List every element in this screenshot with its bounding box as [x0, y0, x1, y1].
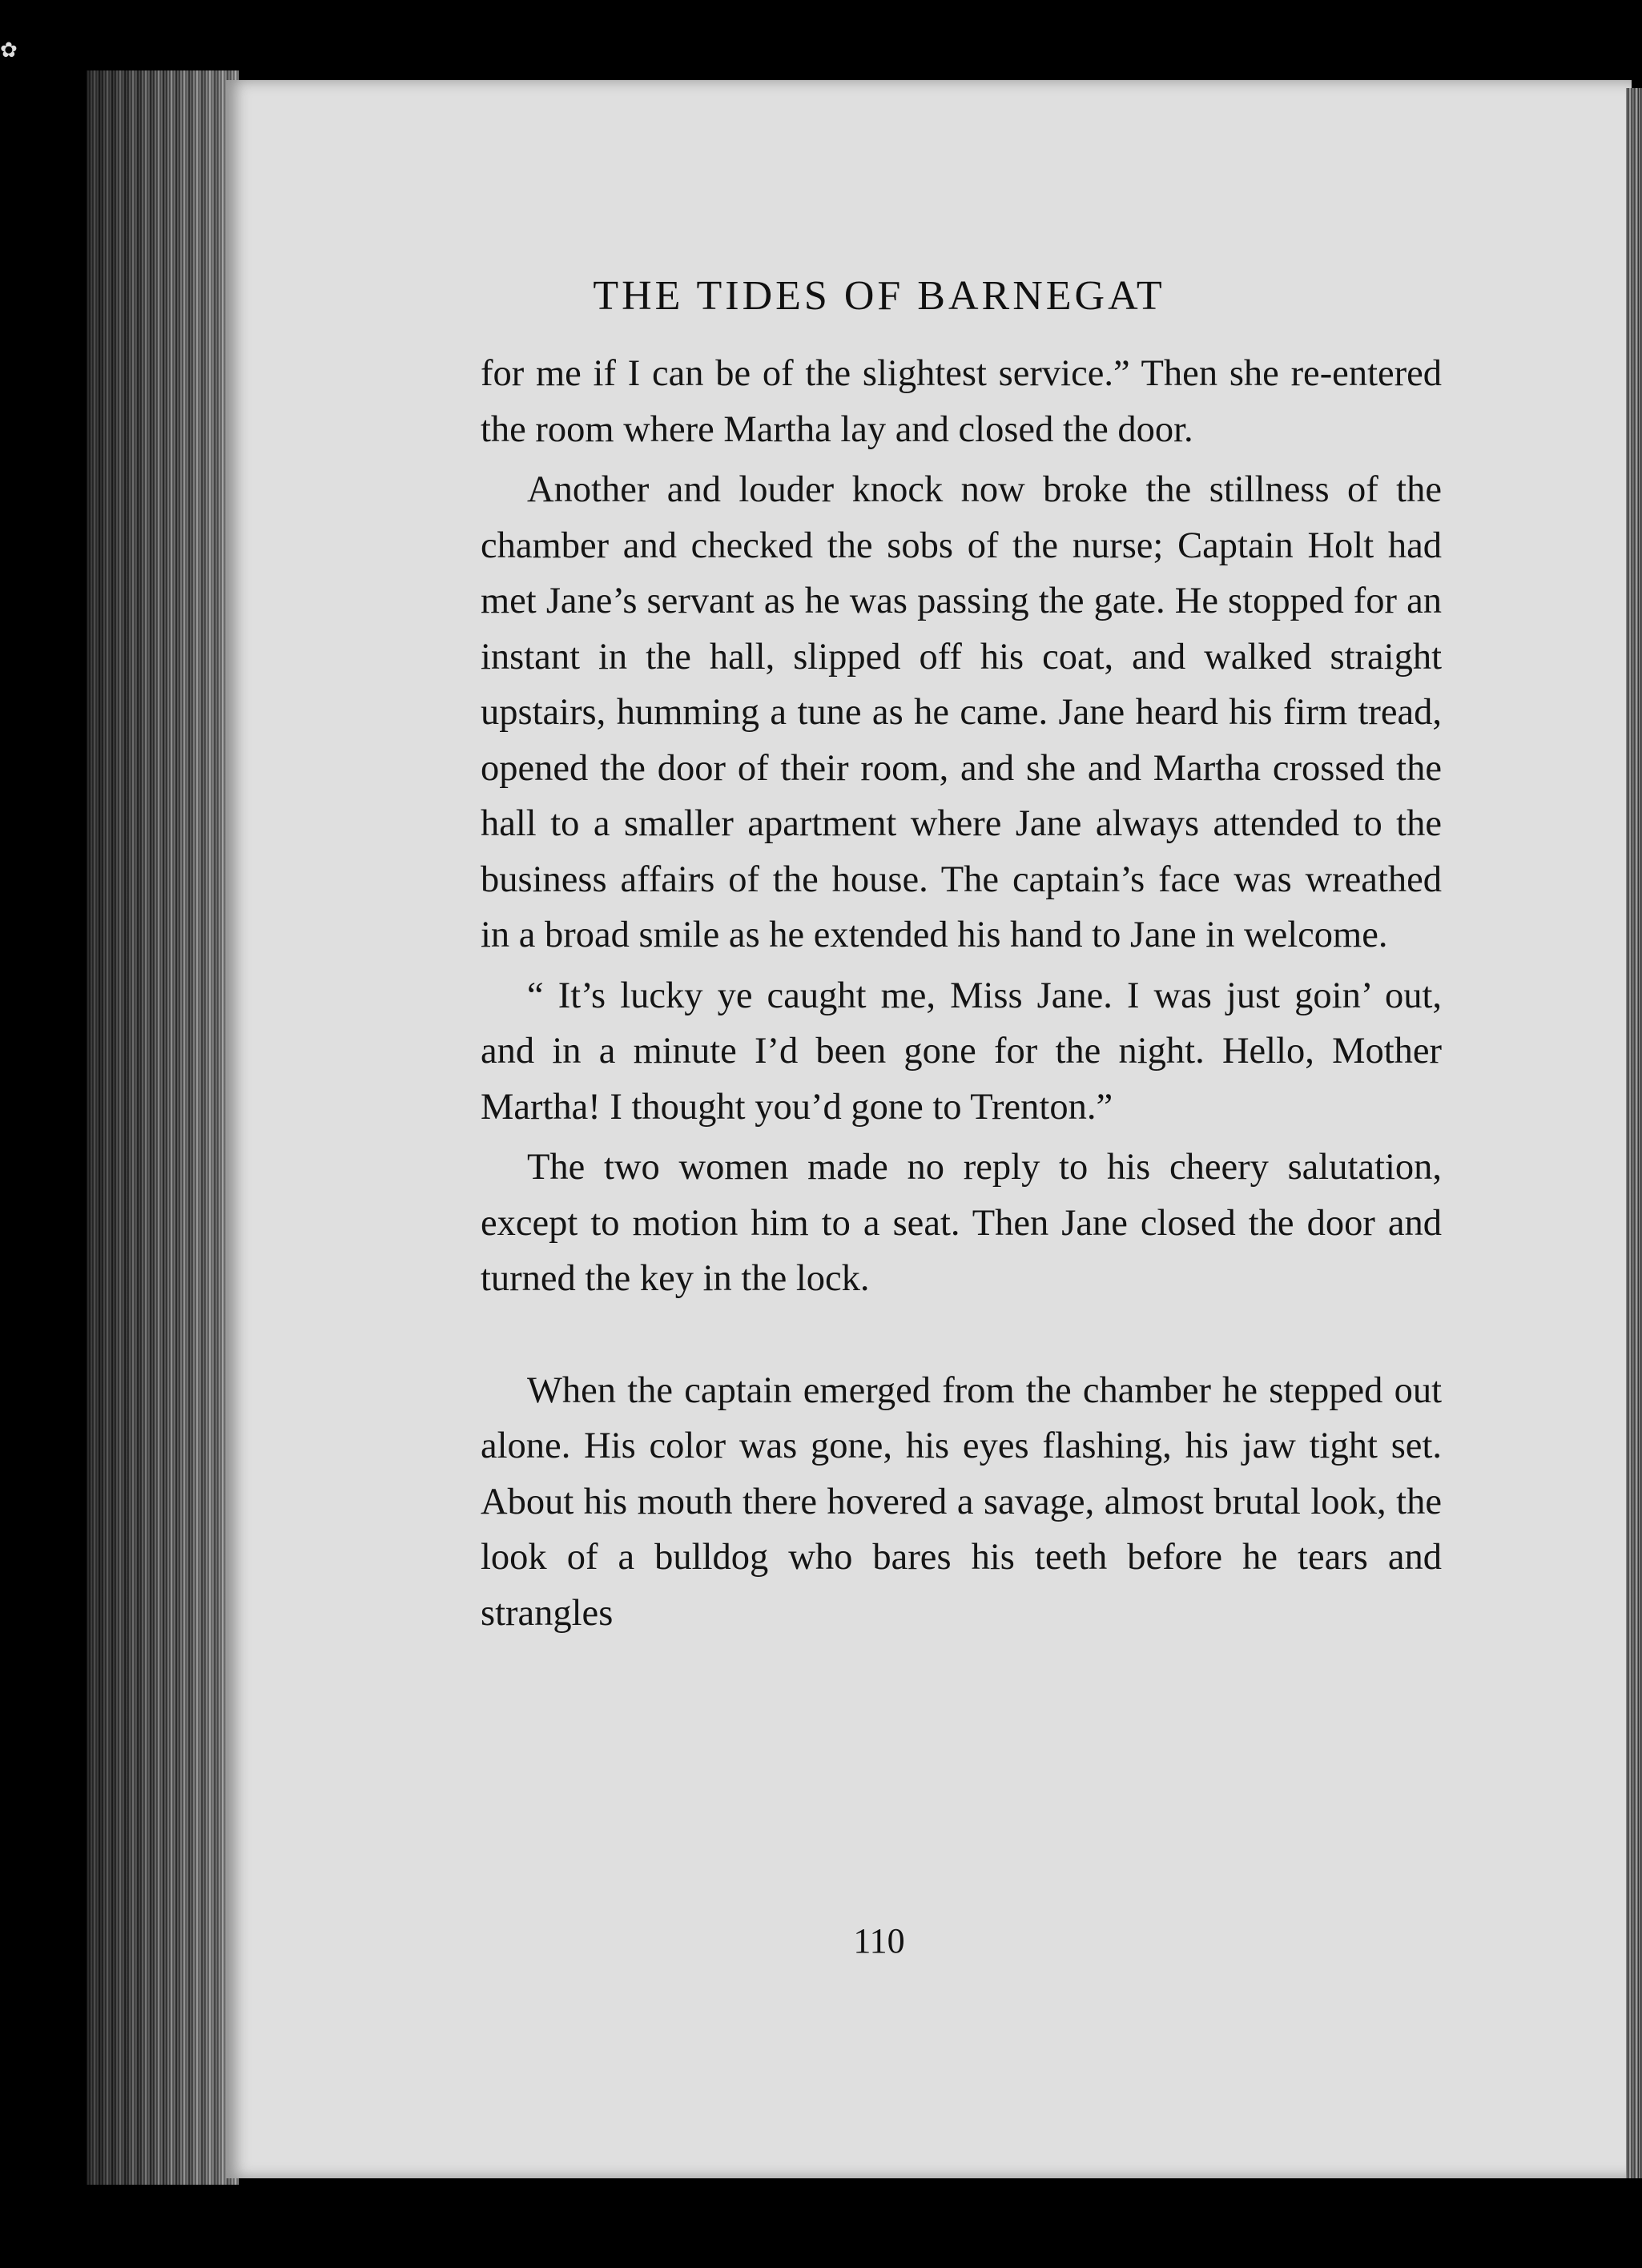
page-number: 110: [853, 1921, 905, 1960]
corner-blemish-icon: ✿: [0, 38, 18, 62]
book-page-edges: [87, 70, 239, 2185]
body-text: [481, 346, 1442, 1641]
paragraph: The two women made no reply to his cheery salutation, except to motion him to a seat. Then Jane closed the door and turned the key in the lock.: [481, 1147, 1442, 1299]
running-head: THE TIDES OF BARNEGAT: [593, 273, 1165, 319]
paragraph: When the captain emerged from the chamber he stepped out alone. His color was gone, his eyes flashing, his jaw tight set. About his mouth there hovered a savage, almost brutal look, the look of a bulldog who bares his teeth before he tears and strangles: [481, 1369, 1442, 1634]
paragraph-continuation: for me if I can be of the slightest service.” Then she re-entered the room where Martha lay and closed the door.: [481, 353, 1442, 450]
paragraph: Another and louder knock now broke the stillness of the chamber and checked the sobs of the nurse; Captain Holt had met Jane’s servant as he was passing the gate. He stopped for an instant in the hall, slipped off his coat, and walked straight upstairs, humming a tune as he came. Jane heard his firm tread, opened the door of their room, and she and Martha crossed the hall to a smaller apartment where Jane always attended to the business affairs of the house. The captain’s face was wreathed in a broad smile as he extended his hand to Jane in welcome.: [481, 469, 1442, 955]
right-page-edge: [1626, 88, 1642, 2178]
paragraph: “ It’s lucky ye caught me, Miss Jane. I was just goin’ out, and in a minute I’d been gone for the night. Hello, Mother Martha! I thought you’d gone to Trenton.”: [481, 975, 1442, 1128]
